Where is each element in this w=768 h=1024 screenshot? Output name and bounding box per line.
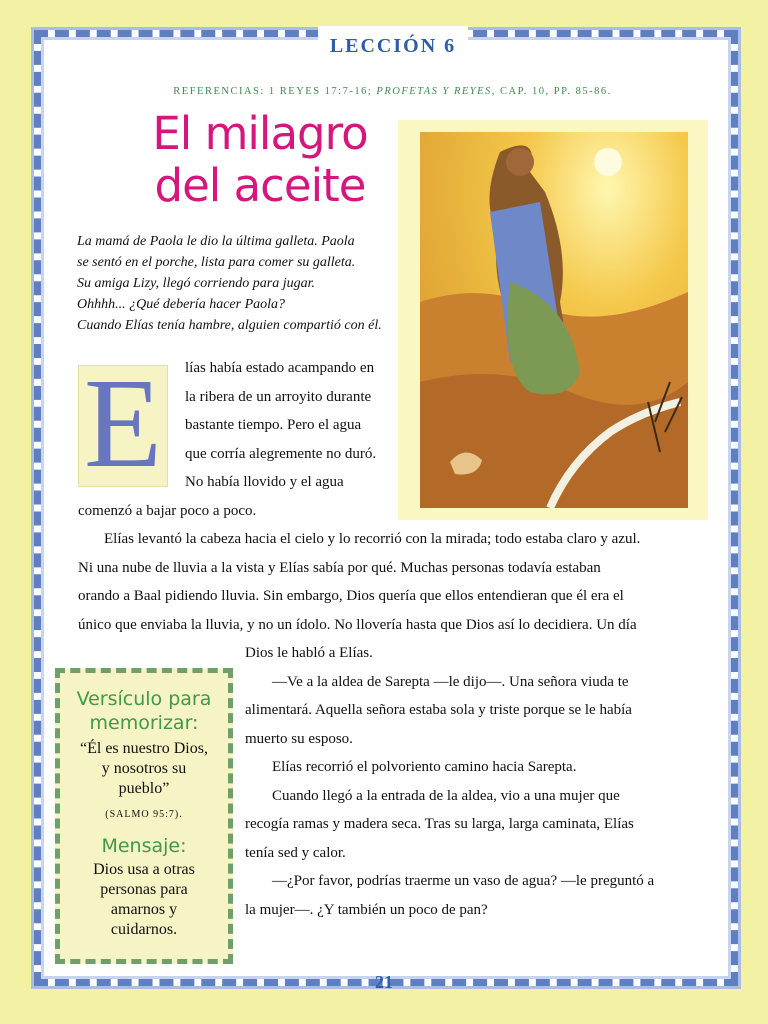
- body-line: alimentará. Aquella señora estaba sola y triste porque se le había: [245, 702, 632, 718]
- body-line: lías había estado acampando en: [185, 360, 375, 376]
- memory-verse-box: [55, 668, 233, 964]
- intro-line: Cuando Elías tenía hambre, alguien compartió con él.: [77, 318, 382, 333]
- body-line: muerto su esposo.: [245, 731, 353, 747]
- body-line: Elías levantó la cabeza hacia el cielo y lo recorrió con la mirada; todo estaba claro y azul.: [104, 531, 641, 547]
- references-prefix: REFERENCIAS: 1 REYES 17:7-16;: [173, 86, 377, 97]
- body-line: —¿Por favor, podrías traerme un vaso de agua? —le preguntó a: [272, 873, 655, 889]
- body-line: que corría alegremente no duró.: [185, 446, 377, 462]
- body-line: Ni una nube de lluvia a la vista y Elías sabía por qué. Muchas personas todavía estaban: [78, 560, 601, 576]
- body-line: la mujer—. ¿Y también un poco de pan?: [245, 902, 488, 918]
- intro-line: La mamá de Paola le dio la última galleta. Paola: [77, 234, 355, 249]
- references-book: PROFETAS Y REYES: [376, 86, 492, 97]
- memory-verse-line: y nosotros su: [101, 760, 187, 777]
- lesson-label: LECCIÓN 6: [318, 26, 468, 66]
- body-line: orando a Baal pidiendo lluvia. Sin embargo, Dios quería que ellos entendieran que él era el: [78, 588, 624, 604]
- drop-cap: [78, 352, 168, 494]
- references-suffix: , CAP. 10, PP. 85-86.: [491, 86, 612, 97]
- body-line: bastante tiempo. Pero el agua: [185, 417, 362, 433]
- message-line: amarnos y: [110, 901, 178, 918]
- memory-verse-heading-line-1: Versículo para: [76, 688, 212, 710]
- body-line: único que enviaba la lluvia, y no un ídolo. No llovería hasta que Dios así lo decidiera. Un día: [78, 617, 637, 633]
- intro-line: se sentó en el porche, lista para comer su galleta.: [77, 255, 356, 270]
- intro-line: Ohhhh... ¿Qué debería hacer Paola?: [77, 297, 286, 312]
- body-line: comenzó a bajar poco a poco.: [78, 503, 257, 519]
- message-line: cuidarnos.: [110, 921, 178, 938]
- memory-verse-reference: (SALMO 95:7).: [105, 809, 183, 820]
- message-line: Dios usa a otras: [93, 861, 195, 878]
- body-line: recogía ramas y madera seca. Tras su larga, larga caminata, Elías: [245, 816, 634, 832]
- body-line: la ribera de un arroyito durante: [185, 389, 372, 405]
- drop-cap-letter: E: [83, 352, 163, 494]
- intro-paragraph: [77, 231, 397, 336]
- message-text: [60, 860, 228, 940]
- memory-verse-line: “Él es nuestro Dios,: [80, 740, 208, 757]
- memory-verse-heading-line-2: memorizar:: [89, 712, 199, 734]
- message-heading: Mensaje:: [101, 835, 187, 857]
- body-line: —Ve a la aldea de Sarepta —le dijo—. Una señora viuda te: [272, 674, 629, 690]
- body-line: No había llovido y el agua: [185, 474, 344, 490]
- message-line: personas para: [100, 881, 188, 898]
- elijah-desert-image: [420, 132, 688, 508]
- body-line: Dios le habló a Elías.: [245, 645, 373, 661]
- references-line: [120, 86, 665, 97]
- body-line: tenía sed y calor.: [245, 845, 346, 861]
- memory-verse-line: pueblo”: [118, 780, 170, 797]
- story-title-line-2: del aceite: [154, 159, 366, 212]
- story-title-line-1: El milagro: [152, 107, 368, 160]
- intro-line: Su amiga Lizy, llegó corriendo para jugar.: [77, 276, 316, 291]
- memory-verse-heading: [60, 687, 228, 735]
- body-line: Elías recorrió el polvoriento camino hacia Sarepta.: [272, 759, 577, 775]
- story-title: [120, 108, 400, 212]
- body-line: Cuando llegó a la entrada de la aldea, vio a una mujer que: [272, 788, 620, 804]
- page-number: 21: [375, 972, 393, 992]
- memory-verse-text: [60, 739, 228, 799]
- elijah-illustration: [398, 120, 708, 520]
